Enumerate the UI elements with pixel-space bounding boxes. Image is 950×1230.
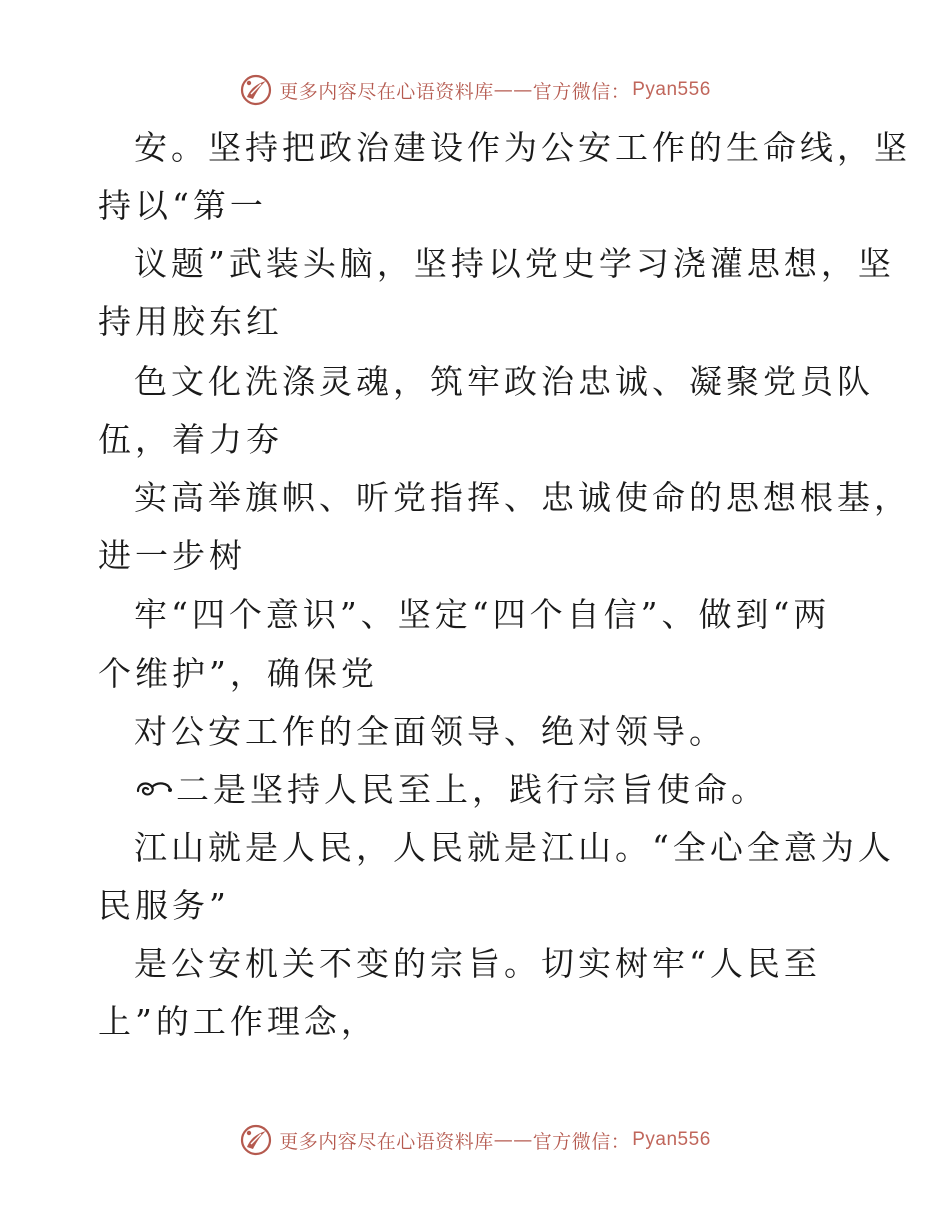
text-line: 个维护”，确保党 <box>98 654 378 693</box>
footer-site-text: 更多内容尽在心语资料库 <box>279 1130 494 1153</box>
footer-wechat-label: 官方微信： <box>532 1130 631 1153</box>
header-banner <box>0 70 950 110</box>
section-heading-text: 二是坚持人民至上，践行宗旨使命。 <box>176 770 768 809</box>
text-line: 是公安机关不变的宗旨。切实树牢“人民至 <box>134 944 821 983</box>
text-line: 牢“四个意识”、坚定“四个自信”、做到“两 <box>134 595 831 634</box>
text-line: 实高举旗帜、听党指挥、忠诚使命的思想根基， <box>134 478 911 517</box>
footer-wechat-id: Pyan556 <box>632 1129 711 1150</box>
text-line: 持用胶东红 <box>98 302 283 341</box>
text-line: 民服务” <box>98 886 230 925</box>
footer-dash: —— <box>493 1129 533 1151</box>
header-wechat-id: Pyan556 <box>632 79 711 100</box>
header-wechat-label: 官方微信： <box>532 80 631 103</box>
text-line: 江山就是人民，人民就是江山。“全心全意为人 <box>134 828 895 867</box>
ornament-icon <box>134 775 174 805</box>
header-site-text: 更多内容尽在心语资料库 <box>279 80 494 103</box>
text-line: 伍，着力夯 <box>98 420 283 459</box>
brand-logo-icon <box>239 73 273 107</box>
text-line: 进一步树 <box>98 536 246 575</box>
header-dash: —— <box>493 79 533 101</box>
text-line: 色文化洗涤灵魂，筑牢政治忠诚、凝聚党员队 <box>134 362 874 401</box>
text-line: 持以“第一 <box>98 186 267 225</box>
section-heading-line <box>134 770 768 810</box>
text-line: 议题”武装头脑，坚持以党史学习浇灌思想，坚 <box>134 244 895 283</box>
text-line: 对公安工作的全面领导、绝对领导。 <box>134 712 726 751</box>
footer-banner <box>0 1120 950 1160</box>
text-line: 安。坚持把政治建设作为公安工作的生命线，坚 <box>134 128 911 167</box>
text-line: 上”的工作理念， <box>98 1002 378 1041</box>
brand-logo-icon <box>239 1123 273 1157</box>
